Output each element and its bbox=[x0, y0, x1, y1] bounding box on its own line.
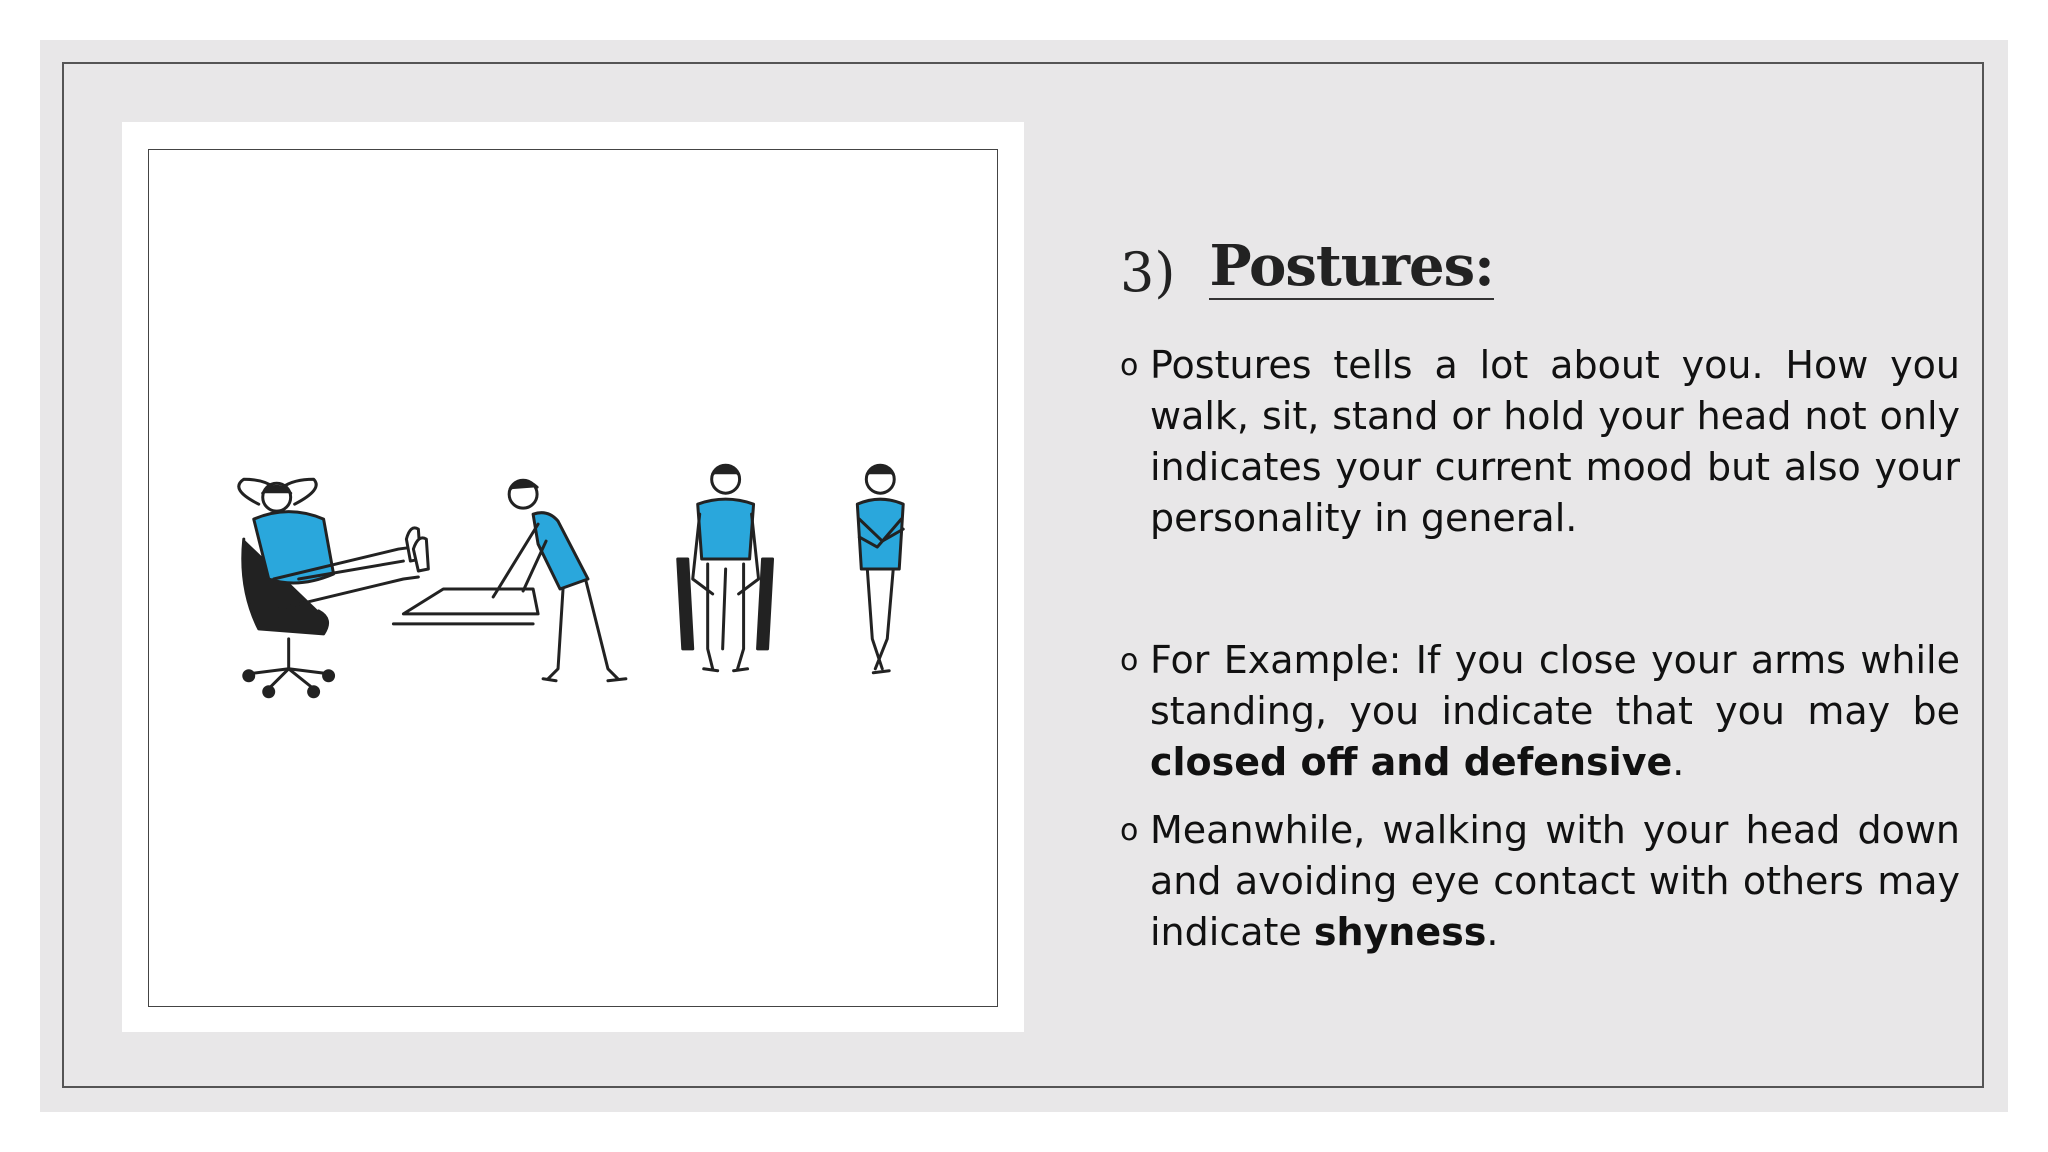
bullet-item bbox=[1120, 805, 1960, 958]
standing-arms-crossed-figure bbox=[857, 465, 903, 673]
slide-heading bbox=[1120, 210, 1960, 304]
leaning-on-table-figure bbox=[393, 480, 625, 681]
bullet-item bbox=[1120, 635, 1960, 788]
bullet-marker-icon: o bbox=[1120, 643, 1139, 678]
bullet-text bbox=[1150, 805, 1960, 958]
bullet-text bbox=[1150, 635, 1960, 788]
illustration-mat bbox=[122, 122, 1024, 1032]
bullet-marker-icon: o bbox=[1120, 813, 1139, 848]
illustration-frame bbox=[148, 149, 998, 1007]
bullet-text-plain: For Example: If you close your arms while standing, you indicate that you may be bbox=[1150, 638, 1960, 733]
bullet-list bbox=[1120, 340, 1960, 958]
bullet-text: Postures tells a lot about you. How you walk, sit, stand or hold your head not only indicates your current mood but also your personality in general. bbox=[1150, 343, 1960, 540]
bullet-text-end: . bbox=[1672, 740, 1685, 784]
bullet-text-bold: shyness bbox=[1313, 910, 1487, 954]
bullet-item bbox=[1120, 340, 1960, 544]
bullet-marker-icon: o bbox=[1120, 348, 1139, 383]
heading-title: Postures: bbox=[1209, 233, 1494, 299]
bullet-text-plain: Meanwhile, walking with your head down and avoiding eye contact with others may indicate bbox=[1150, 808, 1960, 954]
slide bbox=[40, 40, 2008, 1112]
postures-illustration bbox=[149, 150, 997, 1006]
bullet-text-bold: closed off and defensive bbox=[1150, 740, 1673, 784]
seated-figure bbox=[678, 465, 773, 671]
reclining-in-chair-figure bbox=[239, 479, 429, 696]
heading-number: 3) bbox=[1120, 241, 1176, 304]
bullet-text-end: . bbox=[1486, 910, 1499, 954]
text-panel bbox=[1120, 210, 1960, 958]
